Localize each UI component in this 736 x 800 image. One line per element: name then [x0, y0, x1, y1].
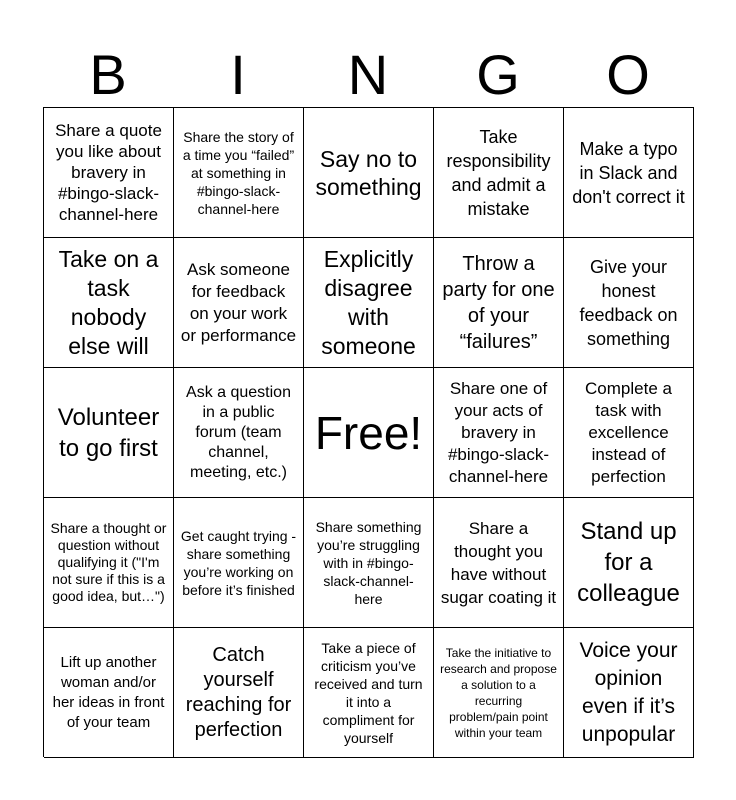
bingo-cell-r2c4[interactable] [434, 238, 564, 368]
cell-text: Share one of your acts of bravery in #bingo-slack-channel-here [447, 378, 550, 486]
bingo-cell-r4c5[interactable] [564, 498, 694, 628]
cell-text: Stand up for a colleague [577, 518, 680, 607]
bingo-cell-r5c5[interactable] [564, 628, 694, 758]
bingo-cell-r2c3[interactable] [304, 238, 434, 368]
cell-text: Catch yourself reaching for perfection [185, 643, 292, 741]
bingo-cell-r3c4[interactable] [434, 368, 564, 498]
cell-text: Volunteer to go first [57, 403, 160, 462]
bingo-header [43, 44, 693, 106]
header-letter-b: B [89, 43, 127, 106]
cell-text: Share the story of a time you “failed” at something in #bingo-slack-channel-here [182, 128, 295, 217]
header-letter-o: O [606, 43, 650, 106]
header-letter-i: I [230, 43, 246, 106]
cell-text: Share something you’re struggling with in #bingo-slack-channel-here [315, 518, 422, 607]
cell-text: Take on a task nobody else will [58, 245, 159, 359]
cell-text: Throw a party for one of your “failures” [442, 252, 555, 353]
cell-text: Get caught trying - share something you’re working on before it’s finished [180, 527, 297, 598]
bingo-cell-r4c3[interactable] [304, 498, 434, 628]
bingo-cell-r3c5[interactable] [564, 368, 694, 498]
bingo-cell-r1c1[interactable] [44, 108, 174, 238]
cell-text: Share a thought you have without sugar coating it [440, 518, 557, 607]
bingo-cell-r5c1[interactable] [44, 628, 174, 758]
bingo-cell-r2c1[interactable] [44, 238, 174, 368]
bingo-cell-r5c4[interactable] [434, 628, 564, 758]
bingo-cell-r4c1[interactable] [44, 498, 174, 628]
cell-text: Make a typo in Slack and don't correct it [572, 138, 685, 207]
bingo-cell-r4c2[interactable] [174, 498, 304, 628]
bingo-cell-r1c2[interactable] [174, 108, 304, 238]
cell-text: Complete a task with excellence instead of perfection [585, 378, 672, 486]
bingo-cell-r2c5[interactable] [564, 238, 694, 368]
cell-text: Take a piece of criticism you’ve received and turn it into a compliment for yourself [314, 639, 423, 746]
cell-text: Take responsibility and admit a mistake [446, 126, 551, 219]
cell-text: Ask someone for feedback on your work or performance [180, 259, 297, 345]
bingo-cell-r2c2[interactable] [174, 238, 304, 368]
bingo-cell-r5c3[interactable] [304, 628, 434, 758]
bingo-cell-r1c5[interactable] [564, 108, 694, 238]
bingo-cell-r1c4[interactable] [434, 108, 564, 238]
cell-text: Explicitly disagree with someone [321, 245, 416, 359]
bingo-board [43, 107, 694, 757]
cell-text: Give your honest feedback on something [579, 256, 678, 349]
bingo-cell-r4c4[interactable] [434, 498, 564, 628]
bingo-cell-free[interactable] [304, 368, 434, 498]
bingo-cell-r5c2[interactable] [174, 628, 304, 758]
bingo-cell-r3c1[interactable] [44, 368, 174, 498]
bingo-cell-r3c2[interactable] [174, 368, 304, 498]
cell-text: Take the initiative to research and propose a solution to a recurring problem/pain point within your team [440, 645, 557, 740]
free-space-text: Free! [314, 406, 423, 459]
header-letter-g: G [476, 43, 520, 106]
cell-text: Say no to something [315, 145, 422, 200]
bingo-cell-r1c3[interactable] [304, 108, 434, 238]
cell-text: Ask a question in a public forum (team channel, meeting, etc.) [186, 383, 291, 481]
header-letter-n: N [347, 43, 389, 106]
cell-text: Share a quote you like about bravery in #bingo-slack-channel-here [55, 121, 162, 224]
cell-text: Share a thought or question without qualifying it ("I'm not sure if this is a good idea, but…") [50, 520, 167, 604]
cell-text: Voice your opinion even if it’s unpopular [579, 638, 678, 746]
cell-text: Lift up another woman and/or her ideas in front of your team [52, 653, 165, 731]
